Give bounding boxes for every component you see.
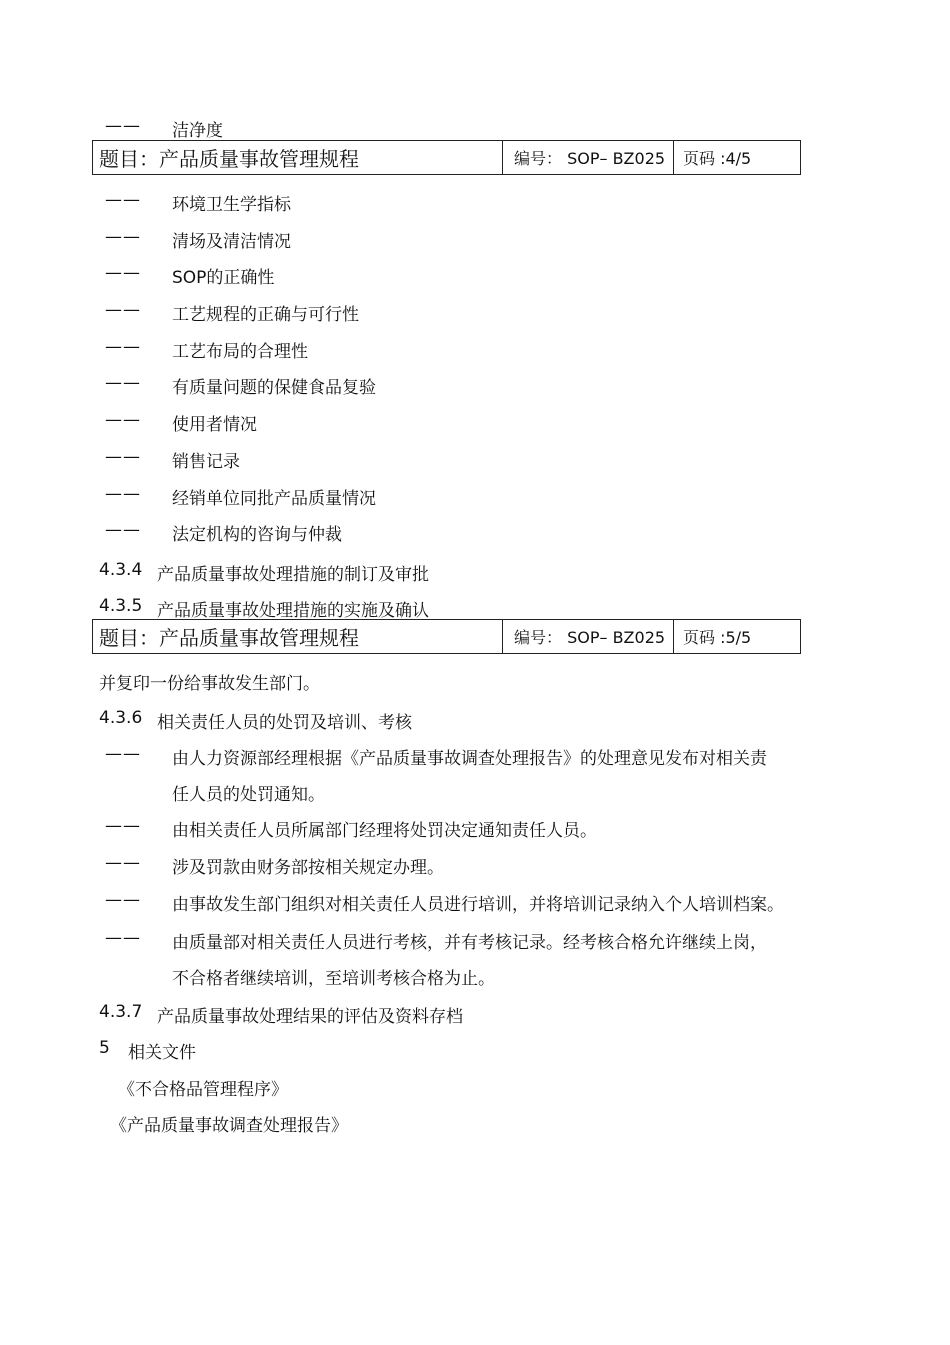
reference-document: 《产品质量事故调查处理报告》	[110, 1116, 348, 1136]
list-dash: ——	[105, 116, 141, 136]
header-code: 编号： SOP– BZ025	[503, 141, 674, 174]
list-item: SOP的正确性	[172, 268, 275, 288]
list-dash: ——	[105, 227, 141, 247]
list-item: 由质量部对相关责任人员进行考核，并有考核记录。经考核合格允许继续上岗，	[172, 933, 767, 953]
header-title: 题目：产品质量事故管理规程	[93, 141, 503, 174]
list-item: 由相关责任人员所属部门经理将处罚决定通知责任人员。	[172, 821, 597, 841]
list-item-continuation: 不合格者继续培训，至培训考核合格为止。	[172, 969, 495, 989]
section-heading: 相关文件	[128, 1043, 196, 1063]
list-item: 由人力资源部经理根据《产品质量事故调查处理报告》的处理意见发布对相关责	[172, 749, 767, 769]
list-item: 洁净度	[172, 121, 223, 141]
list-dash: ——	[105, 337, 141, 357]
list-dash: ——	[105, 520, 141, 540]
list-dash: ——	[105, 816, 141, 836]
list-item: 销售记录	[172, 452, 240, 472]
list-item: 有质量问题的保健食品复验	[172, 378, 376, 398]
list-dash: ——	[105, 300, 141, 320]
list-dash: ——	[105, 484, 141, 504]
list-item-continuation: 任人员的处罚通知。	[172, 785, 325, 805]
header-page: 页码 :4/5	[683, 149, 752, 168]
reference-document: 《不合格品管理程序》	[118, 1080, 288, 1100]
list-dash: ——	[105, 190, 141, 210]
list-dash: ——	[105, 447, 141, 467]
list-dash: ——	[105, 744, 141, 764]
section-number: 5	[99, 1038, 110, 1058]
list-dash: ——	[105, 928, 141, 948]
list-item: 使用者情况	[172, 415, 257, 435]
list-dash: ——	[105, 853, 141, 873]
list-item: 经销单位同批产品质量情况	[172, 489, 376, 509]
header-page: 页码 :5/5	[683, 628, 752, 647]
list-dash: ——	[105, 263, 141, 283]
list-dash: ——	[105, 410, 141, 430]
section-number: 4.3.7	[99, 1002, 143, 1022]
section-heading: 产品质量事故处理措施的实施及确认	[157, 601, 429, 621]
list-item: 由事故发生部门组织对相关责任人员进行培训，并将培训记录纳入个人培训档案。	[172, 895, 784, 915]
list-item: 涉及罚款由财务部按相关规定办理。	[172, 858, 444, 878]
page-header-table	[92, 619, 801, 654]
list-dash: ——	[105, 890, 141, 910]
header-code: 编号： SOP– BZ025	[503, 620, 674, 653]
section-heading: 相关责任人员的处罚及培训、考核	[157, 713, 412, 733]
list-item: 环境卫生学指标	[172, 195, 291, 215]
section-heading: 产品质量事故处理措施的制订及审批	[157, 565, 429, 585]
section-number: 4.3.4	[99, 560, 143, 580]
list-item: 工艺布局的合理性	[172, 342, 308, 362]
section-number: 4.3.6	[99, 708, 143, 728]
page-header-table	[92, 140, 801, 175]
section-heading: 产品质量事故处理结果的评估及资料存档	[157, 1007, 463, 1027]
list-item: 工艺规程的正确与可行性	[172, 305, 359, 325]
paragraph-continuation: 并复印一份给事故发生部门。	[99, 674, 320, 694]
list-item: 清场及清洁情况	[172, 232, 291, 252]
list-dash: ——	[105, 373, 141, 393]
list-item: 法定机构的咨询与仲裁	[172, 525, 342, 545]
section-number: 4.3.5	[99, 596, 143, 616]
header-title: 题目：产品质量事故管理规程	[93, 620, 503, 653]
